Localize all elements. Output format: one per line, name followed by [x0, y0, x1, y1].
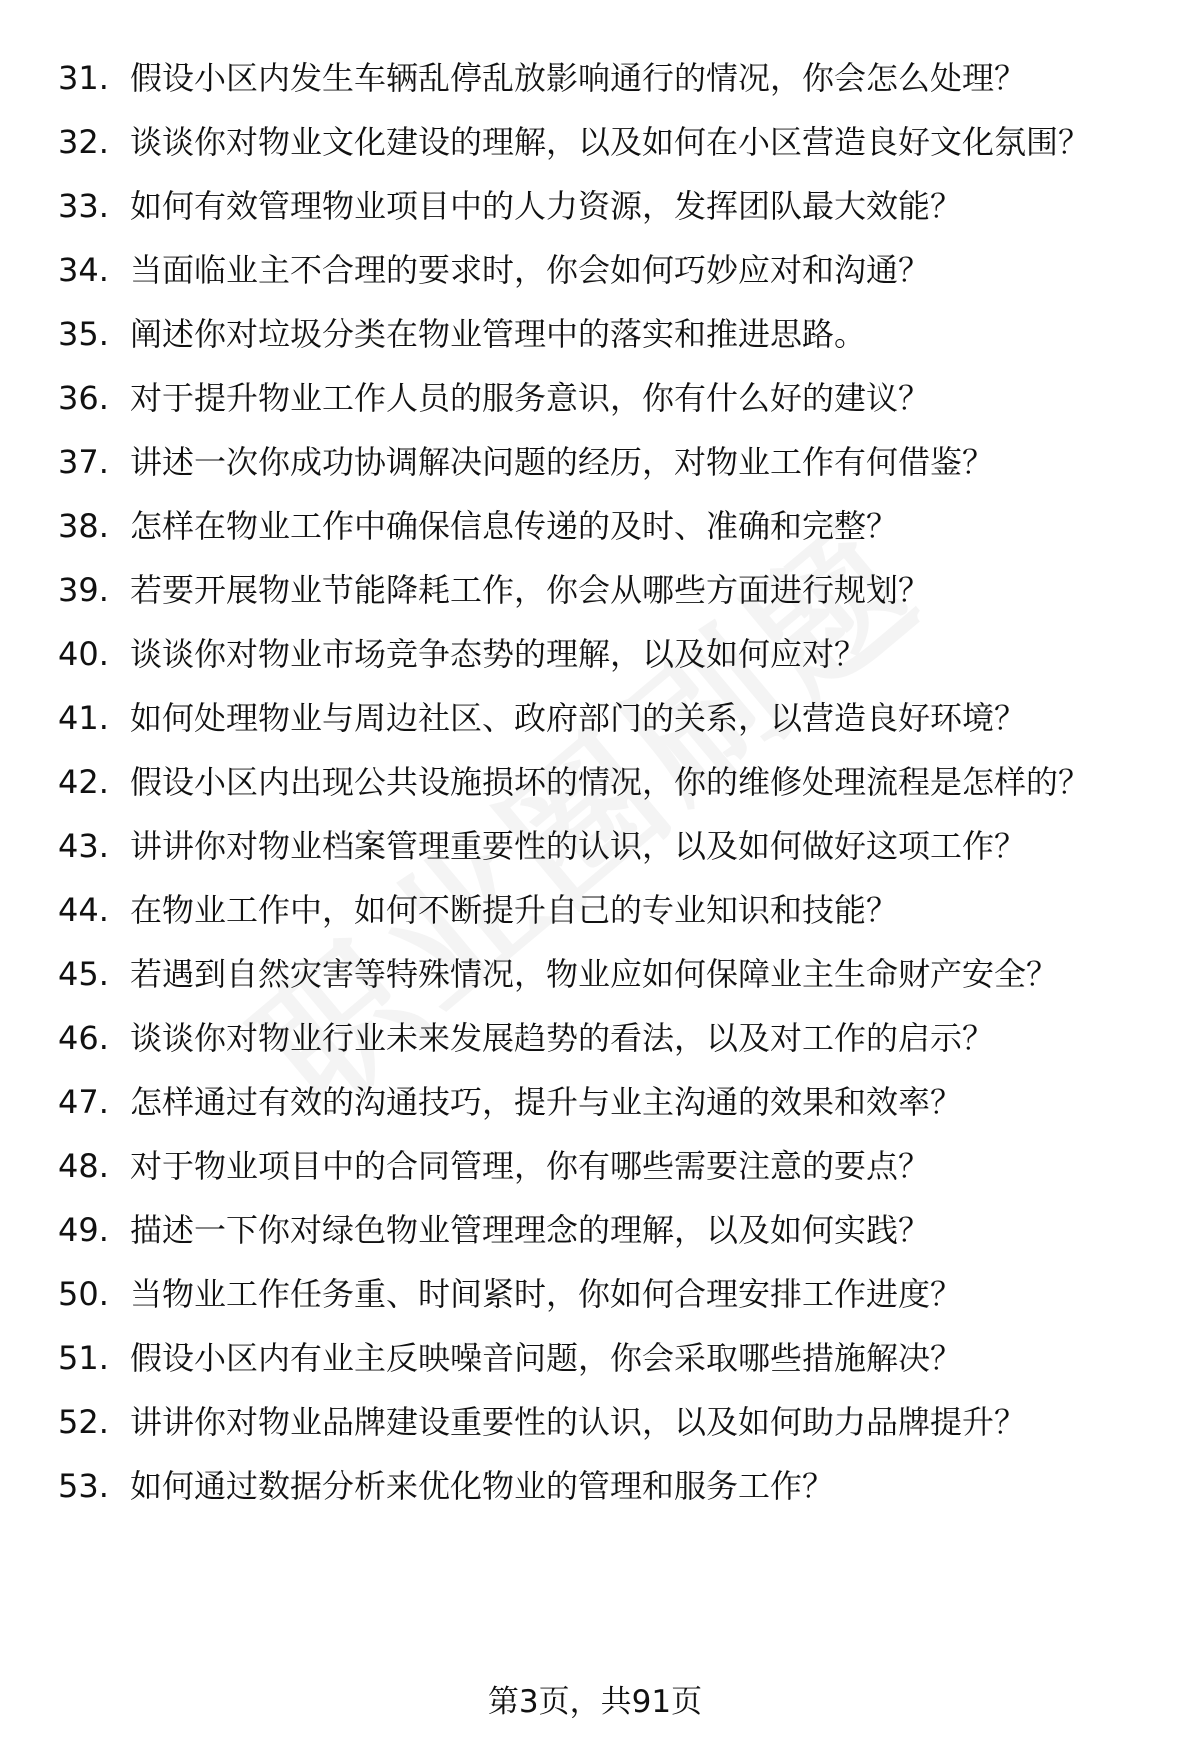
question-item — [58, 696, 1148, 740]
question-item — [58, 1080, 1148, 1124]
question-item — [58, 1336, 1148, 1380]
question-item — [58, 1272, 1148, 1316]
question-item — [58, 824, 1148, 868]
question-text: 怎样通过有效的沟通技巧，提升与业主沟通的效果和效率？ — [130, 1083, 963, 1121]
question-number: 39. — [58, 571, 109, 609]
question-item — [58, 1016, 1148, 1060]
question-number: 31. — [58, 59, 109, 97]
question-item — [58, 568, 1148, 612]
question-text: 假设小区内发生车辆乱停乱放影响通行的情况，你会怎么处理？ — [130, 59, 1027, 97]
question-number: 45. — [58, 955, 109, 993]
question-text: 对于物业项目中的合同管理，你有哪些需要注意的要点？ — [130, 1147, 931, 1185]
question-item — [58, 1400, 1148, 1444]
question-text: 谈谈你对物业市场竞争态势的理解，以及如何应对？ — [130, 635, 867, 673]
question-text: 当物业工作任务重、时间紧时，你如何合理安排工作进度？ — [130, 1275, 963, 1313]
question-item — [58, 1464, 1148, 1508]
question-item — [58, 312, 1148, 356]
question-number: 46. — [58, 1019, 109, 1057]
question-number: 51. — [58, 1339, 109, 1377]
question-number: 38. — [58, 507, 109, 545]
question-text: 如何通过数据分析来优化物业的管理和服务工作？ — [130, 1467, 835, 1505]
question-number: 43. — [58, 827, 109, 865]
question-item — [58, 376, 1148, 420]
question-text: 在物业工作中，如何不断提升自己的专业知识和技能？ — [130, 891, 899, 929]
question-text: 怎样在物业工作中确保信息传递的及时、准确和完整？ — [130, 507, 899, 545]
question-item — [58, 1208, 1148, 1252]
question-number: 44. — [58, 891, 109, 929]
question-text: 若遇到自然灾害等特殊情况，物业应如何保障业主生命财产安全？ — [130, 955, 1059, 993]
question-list — [58, 56, 1148, 1528]
question-number: 47. — [58, 1083, 109, 1121]
question-number: 35. — [58, 315, 109, 353]
question-text: 讲讲你对物业档案管理重要性的认识，以及如何做好这项工作？ — [130, 827, 1027, 865]
question-text: 假设小区内有业主反映噪音问题，你会采取哪些措施解决？ — [130, 1339, 963, 1377]
question-text: 谈谈你对物业文化建设的理解，以及如何在小区营造良好文化氛围？ — [130, 123, 1091, 161]
question-text: 如何有效管理物业项目中的人力资源，发挥团队最大效能？ — [130, 187, 963, 225]
question-item — [58, 504, 1148, 548]
question-item — [58, 120, 1148, 164]
question-text: 若要开展物业节能降耗工作，你会从哪些方面进行规划？ — [130, 571, 931, 609]
question-text: 对于提升物业工作人员的服务意识，你有什么好的建议？ — [130, 379, 931, 417]
question-number: 34. — [58, 251, 109, 289]
page-number-footer: 第3页，共91页 — [487, 1684, 703, 1720]
question-number: 53. — [58, 1467, 109, 1505]
question-item — [58, 760, 1148, 804]
question-number: 50. — [58, 1275, 109, 1313]
question-item — [58, 888, 1148, 932]
question-number: 40. — [58, 635, 109, 673]
question-text: 如何处理物业与周边社区、政府部门的关系，以营造良好环境？ — [130, 699, 1027, 737]
question-number: 52. — [58, 1403, 109, 1441]
question-number: 49. — [58, 1211, 109, 1249]
question-number: 36. — [58, 379, 109, 417]
question-text: 谈谈你对物业行业未来发展趋势的看法，以及对工作的启示？ — [130, 1019, 995, 1057]
question-text: 描述一下你对绿色物业管理理念的理解，以及如何实践？ — [130, 1211, 931, 1249]
question-text: 阐述你对垃圾分类在物业管理中的落实和推进思路。 — [130, 315, 867, 353]
question-item — [58, 952, 1148, 996]
question-item — [58, 56, 1148, 100]
question-number: 42. — [58, 763, 109, 801]
question-text: 假设小区内出现公共设施损坏的情况，你的维修处理流程是怎样的？ — [130, 763, 1091, 801]
question-item — [58, 248, 1148, 292]
question-text: 当面临业主不合理的要求时，你会如何巧妙应对和沟通？ — [130, 251, 931, 289]
question-number: 33. — [58, 187, 109, 225]
question-text: 讲述一次你成功协调解决问题的经历，对物业工作有何借鉴？ — [130, 443, 995, 481]
question-number: 32. — [58, 123, 109, 161]
question-number: 41. — [58, 699, 109, 737]
question-item — [58, 184, 1148, 228]
question-item — [58, 440, 1148, 484]
question-number: 48. — [58, 1147, 109, 1185]
question-item — [58, 632, 1148, 676]
question-text: 讲讲你对物业品牌建设重要性的认识，以及如何助力品牌提升？ — [130, 1403, 1027, 1441]
question-number: 37. — [58, 443, 109, 481]
question-item — [58, 1144, 1148, 1188]
